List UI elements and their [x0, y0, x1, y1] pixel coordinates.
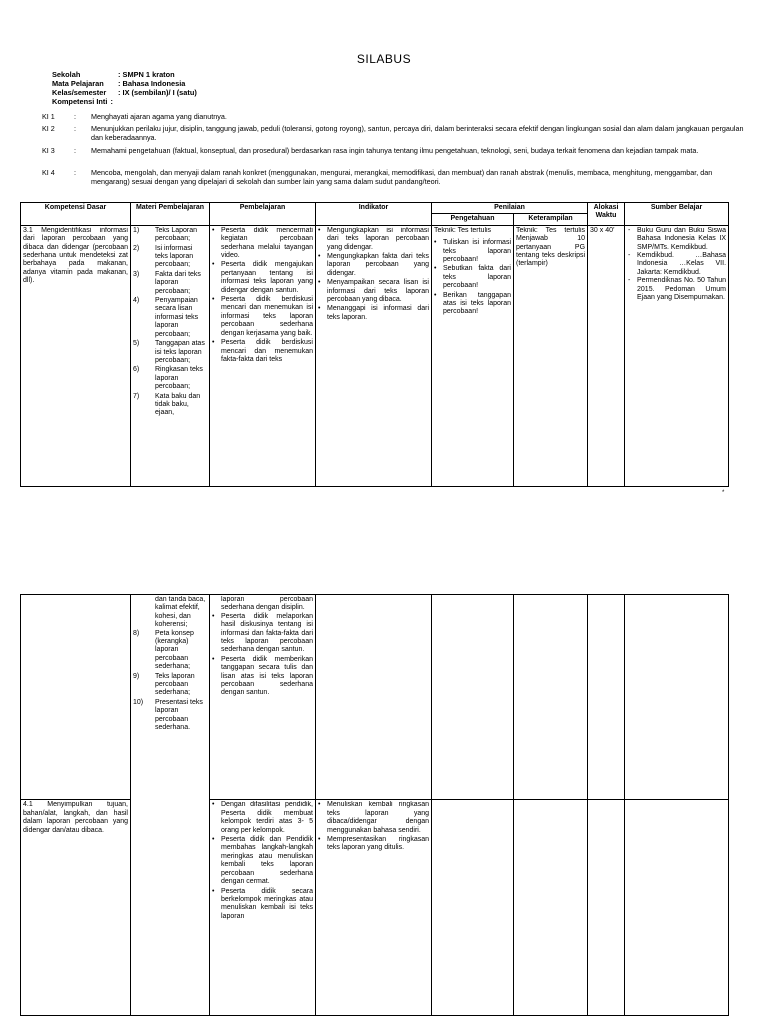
stray-mark: *	[722, 490, 725, 496]
page-title: SILABUS	[356, 52, 412, 66]
list-item: • Mengungkapkan fakta dari teks laporan percobaan yang didengar.	[318, 253, 429, 278]
kd-cell	[21, 595, 131, 800]
keterampilan-cell: Teknik: Tes tertulis Menjawab 10 pertanyaan PG tentang teks deskripsi (terlampir)	[514, 225, 588, 486]
indikator-cell	[316, 595, 432, 800]
alokasi-cell	[588, 595, 625, 800]
indikator-cell	[316, 225, 432, 486]
pengetahuan-cell	[432, 800, 514, 1016]
list-item: 10) Presentasi teks laporan percobaan sederhana.	[133, 698, 203, 732]
syllabus-table-page2	[20, 594, 729, 1016]
list-item: 1) Teks Laporan percobaan;	[133, 226, 198, 243]
header-keterampilan: Keterampilan	[514, 214, 588, 225]
list-item: - Permendiknas No. 50 Tahun 2015. Pedoman Umum Ejaan yang Disempurnakan.	[627, 277, 726, 302]
meta-block	[52, 70, 197, 106]
list-item: • Berikan tanggapan atas isi teks laporan percobaan!	[434, 292, 511, 317]
list-item: • Menyampaikan secara lisan isi informasi dari teks laporan percobaan yang dibaca.	[318, 279, 429, 304]
list-item: • Mengungkapkan isi informasi dari teks laporan percobaan yang didengar.	[318, 227, 429, 252]
meta-row: Mata Pelajaran : Bahasa Indonesia	[52, 79, 186, 88]
list-item: • Peserta didik berdiskusi mencari dan menemukan fakta-fakta dari teks	[212, 339, 313, 364]
alokasi-cell: 30 x 40’	[588, 225, 625, 486]
pembelajaran-cell: laporan percobaan sederhana dengan disiplin. • Peserta didik melaporkan hasil diskusinya tentang isi informasi dan fakta-fakta dari teks laporan percobaan sederhana dengan santun. • Peserta didik memberikan tanggapan secara tulis dan lisan atas isi teks laporan percobaan sederhana dengan santun.	[210, 595, 316, 800]
ki-4: KI 4 : Mencoba, mengolah, dan menyaji dalam ranah konkret (menggunakan, mengurai, merangkai, memodifikasi, dan membuat) dan ranah abstrak (menulis, membaca, menghitung, menggambar, dan mengarang) sesuai dengan yang dipelajari di sekolah dan sumber lain yang sama dalam sudut pandang/teori.	[42, 168, 713, 186]
header-alokasi: Alokasi Waktu	[588, 203, 625, 226]
header-sumber: Sumber Belajar	[625, 203, 729, 226]
meta-row: Kelas/semester : IX (sembilan)/ I (satu)	[52, 88, 197, 97]
indikator-cell	[316, 800, 432, 1016]
list-item: 6) Ringkasan teks laporan percobaan;	[133, 366, 203, 391]
list-item: • Dengan difasilitasi pendidik, Peserta didik membuat kelompok terdiri atas 3- 5 orang per kelompok.	[212, 801, 313, 835]
keterampilan-cell	[514, 595, 588, 800]
list-item: 5) Tanggapan atas isi teks laporan percobaan;	[133, 340, 205, 364]
list-item: • Mempresentasikan ringkasan teks laporan yang ditulis.	[318, 836, 429, 853]
pengetahuan-cell	[432, 595, 514, 800]
list-item: - Buku Guru dan Buku Siswa Bahasa Indonesia Kelas IX SMP/MTs. Kemdikbud.	[627, 227, 726, 252]
pembelajaran-cell	[210, 800, 316, 1016]
list-item: • Peserta didik secara berkelompok meringkas atau menuliskan kembali isi teks laporan	[212, 888, 313, 922]
list-item: • Tuliskan isi informasi teks laporan percobaan!	[434, 239, 511, 264]
list-item: • Peserta didik mencermati kegiatan percobaan sederhana melalui tayangan video.	[212, 227, 313, 261]
alokasi-cell	[588, 800, 625, 1016]
header-indikator: Indikator	[316, 203, 432, 226]
list-item: • Menuliskan kembali ringkasan teks laporan yang dibaca/didengar dengan menggunakan bahasa sendiri.	[318, 801, 429, 835]
materi-cell	[131, 225, 210, 486]
list-item: 7) Kata baku dan tidak baku, ejaan,	[133, 392, 201, 417]
syllabus-table-page1	[20, 202, 729, 487]
ki-2: KI 2 : Menunjukkan perilaku jujur, disiplin, tanggung jawab, peduli (toleransi, gotong royong), santun, percaya diri, dalam berinteraksi secara efektif dengan lingkungan sosial dan alam dalam jangkauan pergaulan dan keberadaannya.	[42, 124, 744, 142]
meta-row: Sekolah : SMPN 1 kraton	[52, 70, 175, 79]
sumber-cell	[625, 800, 729, 1016]
list-item: 8) Peta konsep (kerangka) laporan percobaan sederhana;	[133, 629, 194, 671]
list-item: 4) Penyampaian secara lisan informasi teks laporan percobaan;	[133, 297, 199, 338]
pengetahuan-cell: Teknik: Tes tertulis • Tuliskan isi informasi teks laporan percobaan! • Sebutkan fakta dari teks laporan percobaan! • Berikan tanggapan atas isi teks laporan percobaan!	[432, 225, 514, 486]
pembelajaran-cell	[210, 225, 316, 486]
sumber-cell	[625, 225, 729, 486]
materi-cell: dan tanda baca, kalimat efektif, kohesi, dan koherensi; 8) Peta konsep (kerangka) laporan percobaan sederhana; 9) Teks laporan percobaan sederhana; 10) Presentasi teks laporan percobaan sederhana.	[131, 595, 210, 1016]
list-item: 2) Isi informasi teks laporan percobaan;	[133, 244, 194, 269]
header-pembelajaran: Pembelajaran	[210, 203, 316, 226]
list-item: • Peserta didik memberikan tanggapan secara tulis dan lisan atas isi teks laporan percobaan sederhana dengan santun.	[212, 656, 313, 698]
ki-3: KI 3 : Memahami pengetahuan (faktual, konseptual, dan prosedural) berdasarkan rasa ingin tahunya tentang ilmu pengetahuan, teknologi, seni, budaya terkait fenomena dan kejadian tampak mata.	[42, 146, 699, 155]
list-item: - Kemdikbud. …Bahasa Indonesia …Kelas VII. Jakarta: Kemdikbud.	[627, 252, 726, 277]
header-penilaian: Penilaian	[432, 203, 588, 214]
list-item: • Peserta didik dan Pendidik membahas langkah-langkah meringkas atau menuliskan kembali teks laporan percobaan sederhana dengan cermat.	[212, 836, 313, 886]
list-item: • Menanggapi isi informasi dari teks laporan.	[318, 305, 429, 322]
header-kd: Kompetensi Dasar	[21, 203, 131, 226]
sumber-cell	[625, 595, 729, 800]
list-item: • Peserta didik berdiskusi mencari dan menemukan isi informasi teks laporan percobaan sederhana dengan kerjasama yang baik.	[212, 296, 313, 338]
keterampilan-cell	[514, 800, 588, 1016]
kd-cell: 4.1 Menyimpulkan tujuan, bahan/alat, langkah, dan hasil dalam laporan percobaan yang didengar dan/atau dibaca.	[21, 800, 131, 1016]
list-item: 3) Fakta dari teks laporan percobaan;	[133, 270, 201, 295]
list-item: • Peserta didik melaporkan hasil diskusinya tentang isi informasi dan fakta-fakta dari teks laporan percobaan sederhana dengan santun.	[212, 613, 313, 655]
meta-row: Kompetensi Inti :	[52, 97, 113, 106]
header-pengetahuan: Pengetahuan	[432, 214, 514, 225]
list-item: • Sebutkan fakta dari teks laporan percobaan!	[434, 265, 511, 290]
list-item: 9) Teks laporan percobaan sederhana;	[133, 672, 195, 697]
header-materi: Materi Pembelajaran	[131, 203, 210, 226]
ki-1: KI 1 : Menghayati ajaran agama yang dianutnya.	[42, 112, 227, 121]
list-item: • Peserta didik mengajukan pertanyaan tentang isi informasi teks laporan yang didengar dengan santun.	[212, 261, 313, 295]
kd-cell: 3.1 Mengidentifikasi informasi dari laporan percobaan yang dibaca dan didengar (percobaan sederhana untuk mendeteksi zat berbahaya pada makanan, adanya vitamin pada makanan, dll).	[21, 225, 131, 486]
